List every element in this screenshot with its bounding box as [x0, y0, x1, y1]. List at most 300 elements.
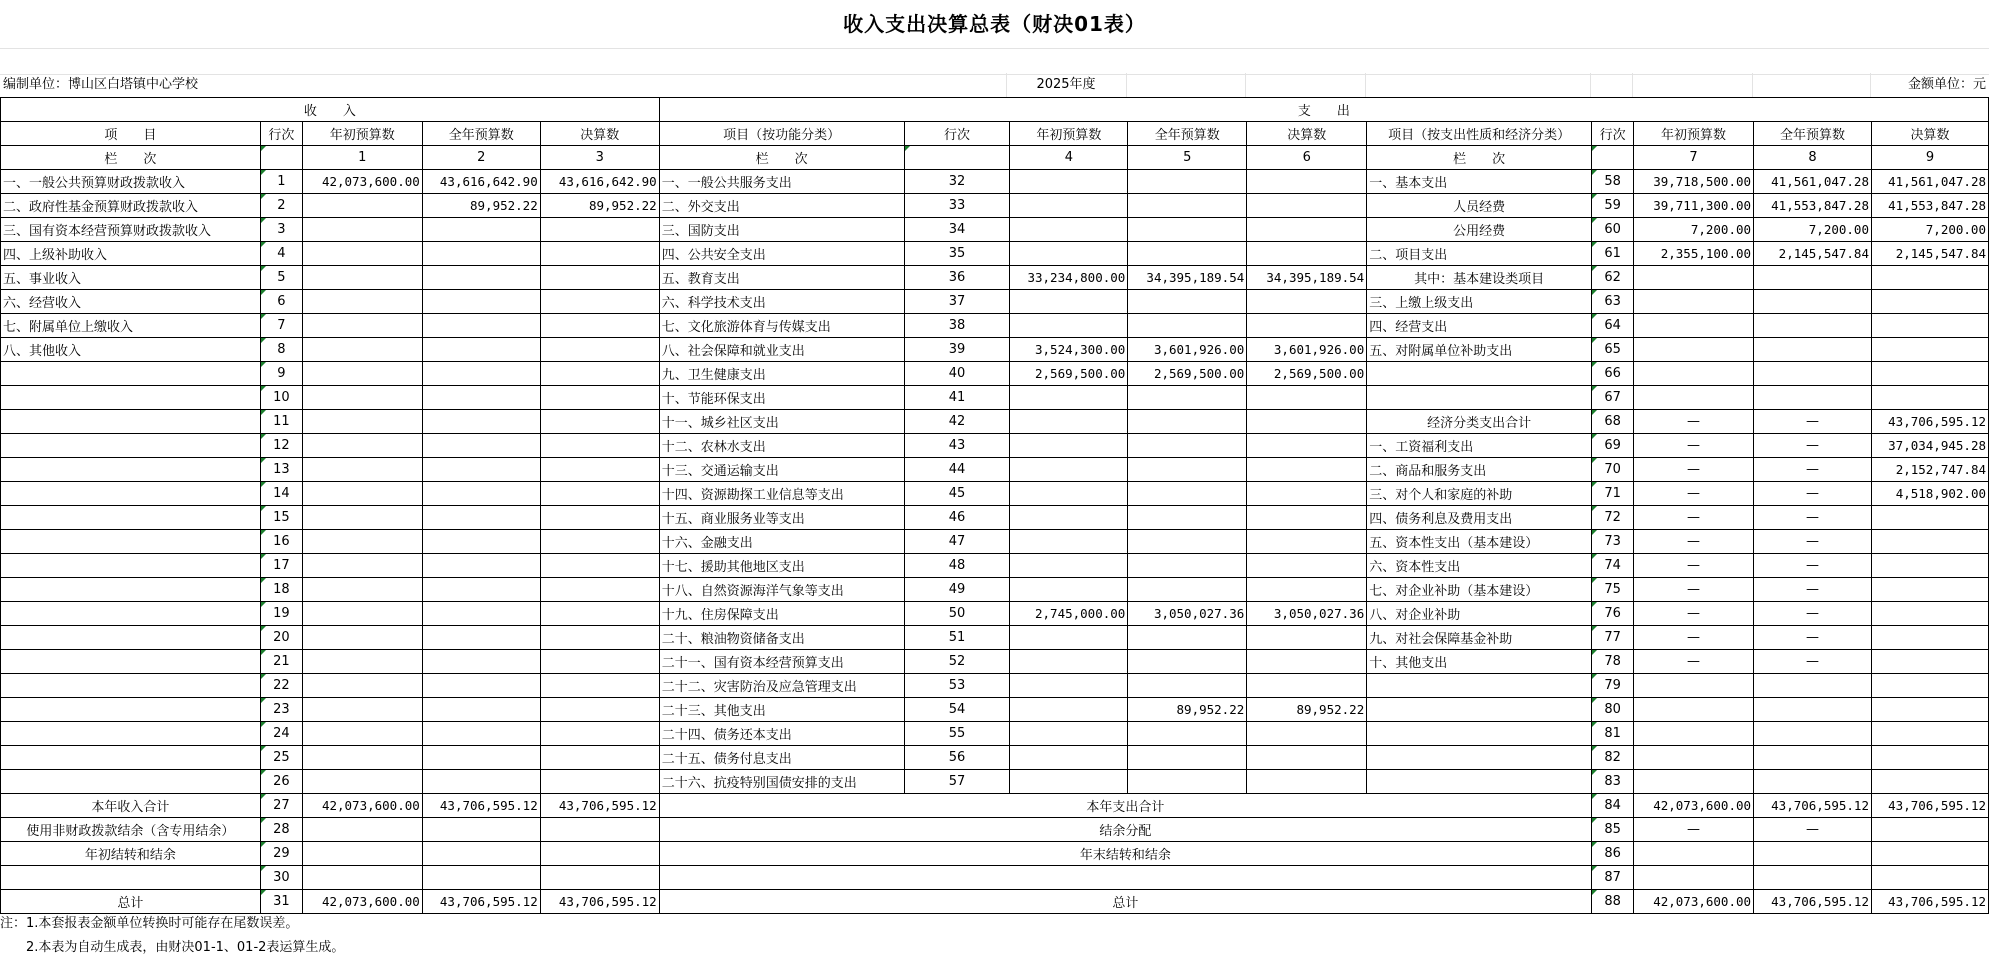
income-item-name: 八、其他收入: [1, 338, 261, 362]
expense-row-no: 87: [1592, 866, 1634, 890]
expense-initial-budget: [1634, 842, 1754, 866]
expense-initial-budget: [1634, 866, 1754, 890]
econ-final: 41,561,047.28: [1871, 170, 1988, 194]
econ-full-budget: [1754, 722, 1872, 746]
total-row: [1, 818, 1989, 842]
meta-divider: [1245, 73, 1246, 97]
income-initial-budget: [302, 338, 422, 362]
func-final: [1247, 770, 1367, 794]
income-row-no: 11: [260, 410, 302, 434]
func-final: [1247, 290, 1367, 314]
func-initial-budget: [1010, 434, 1128, 458]
income-item-name: 三、国有资本经营预算财政拨款收入: [1, 218, 261, 242]
income-initial-budget: [302, 698, 422, 722]
table-row: [1, 434, 1989, 458]
total-row: [1, 794, 1989, 818]
econ-final: [1871, 602, 1988, 626]
econ-item-name: 二、项目支出: [1367, 242, 1592, 266]
econ-row-no: 67: [1592, 386, 1634, 410]
econ-full-budget: —: [1754, 482, 1872, 506]
income-row-no: 10: [260, 386, 302, 410]
section-header-row: [1, 98, 1989, 122]
func-row-no: 48: [904, 554, 1010, 578]
table-row: [1, 458, 1989, 482]
econ-final: 41,553,847.28: [1871, 194, 1988, 218]
income-row-no: 22: [260, 674, 302, 698]
econ-initial-budget: —: [1634, 506, 1754, 530]
meta-divider: [1365, 73, 1366, 97]
econ-final: 2,145,547.84: [1871, 242, 1988, 266]
func-row-no: 52: [904, 650, 1010, 674]
econ-final: [1871, 290, 1988, 314]
func-initial-budget: [1010, 650, 1128, 674]
econ-row-no: 69: [1592, 434, 1634, 458]
table-row: [1, 554, 1989, 578]
income-item-name: [1, 602, 261, 626]
income-full-budget: [422, 434, 540, 458]
func-initial-budget: [1010, 314, 1128, 338]
income-item-name: [1, 434, 261, 458]
func-row-no: 49: [904, 578, 1010, 602]
econ-item-name: [1367, 674, 1592, 698]
econ-row-no: 74: [1592, 554, 1634, 578]
func-full-budget: [1128, 650, 1247, 674]
income-initial-budget: [302, 410, 422, 434]
func-item-name: 二十三、其他支出: [659, 698, 904, 722]
column-header-row: [1, 122, 1989, 146]
reporting-unit: 编制单位：博山区白塔镇中心学校: [3, 77, 199, 92]
econ-row-no: 66: [1592, 362, 1634, 386]
econ-item-name: [1367, 362, 1592, 386]
income-item-name: [1, 698, 261, 722]
econ-initial-budget: 39,711,300.00: [1634, 194, 1754, 218]
income-full-budget: [422, 770, 540, 794]
econ-final: [1871, 266, 1988, 290]
table-row: [1, 530, 1989, 554]
income-initial-budget: [302, 674, 422, 698]
income-initial-budget: [302, 482, 422, 506]
econ-final: 43,706,595.12: [1871, 410, 1988, 434]
income-item-name: [1, 770, 261, 794]
func-final: [1247, 458, 1367, 482]
income-full-budget: [422, 386, 540, 410]
func-initial-budget: [1010, 722, 1128, 746]
func-row-no: 54: [904, 698, 1010, 722]
income-full-budget: [422, 626, 540, 650]
table-row: [1, 386, 1989, 410]
func-row-no: 34: [904, 218, 1010, 242]
func-item-name: 七、文化旅游体育与传媒支出: [659, 314, 904, 338]
column-label: 栏 次: [1, 146, 261, 170]
income-initial-budget: [302, 242, 422, 266]
econ-final: [1871, 554, 1988, 578]
income-final: 43,616,642.90: [540, 170, 659, 194]
econ-initial-budget: 7,200.00: [1634, 218, 1754, 242]
econ-row-no: 64: [1592, 314, 1634, 338]
income-item-name: [1, 386, 261, 410]
func-row-no: 40: [904, 362, 1010, 386]
econ-item-name: 五、对附属单位补助支出: [1367, 338, 1592, 362]
income-initial-budget: [302, 530, 422, 554]
income-initial-budget: [302, 314, 422, 338]
econ-final: 2,152,747.84: [1871, 458, 1988, 482]
func-initial-budget: 2,569,500.00: [1010, 362, 1128, 386]
econ-full-budget: 7,200.00: [1754, 218, 1872, 242]
footnote: 注：1.本套报表金额单位转换时可能存在尾数误差。: [0, 916, 299, 931]
table-row: [1, 266, 1989, 290]
income-item-name: [1, 458, 261, 482]
table-row: [1, 290, 1989, 314]
func-final: [1247, 434, 1367, 458]
column-index: 3: [540, 146, 659, 170]
econ-initial-budget: —: [1634, 530, 1754, 554]
full-budget-header: 全年预算数: [1754, 122, 1872, 146]
income-final: [540, 530, 659, 554]
income-final: [540, 842, 659, 866]
income-full-budget: 89,952.22: [422, 194, 540, 218]
econ-full-budget: —: [1754, 650, 1872, 674]
income-final: [540, 410, 659, 434]
func-full-budget: 34,395,189.54: [1128, 266, 1247, 290]
econ-item-name: 人员经费: [1367, 194, 1592, 218]
func-initial-budget: [1010, 386, 1128, 410]
func-row-no: 39: [904, 338, 1010, 362]
econ-full-budget: —: [1754, 578, 1872, 602]
econ-full-budget: [1754, 698, 1872, 722]
econ-final: [1871, 578, 1988, 602]
income-row-no: 18: [260, 578, 302, 602]
income-item-name: [1, 578, 261, 602]
econ-initial-budget: [1634, 770, 1754, 794]
func-initial-budget: [1010, 506, 1128, 530]
func-final: [1247, 626, 1367, 650]
econ-full-budget: [1754, 290, 1872, 314]
expense-full-budget: 43,706,595.12: [1754, 890, 1872, 914]
econ-item-name: [1367, 722, 1592, 746]
income-initial-budget: [302, 266, 422, 290]
func-full-budget: [1128, 458, 1247, 482]
blank-row: [0, 48, 1989, 75]
func-full-budget: [1128, 746, 1247, 770]
income-full-budget: [422, 818, 540, 842]
econ-item-name: 四、经营支出: [1367, 314, 1592, 338]
income-item-name: [1, 362, 261, 386]
income-final: [540, 434, 659, 458]
income-row-no: 21: [260, 650, 302, 674]
income-row-no: 9: [260, 362, 302, 386]
func-initial-budget: [1010, 218, 1128, 242]
econ-initial-budget: —: [1634, 650, 1754, 674]
func-full-budget: [1128, 434, 1247, 458]
full-budget-header: 全年预算数: [422, 122, 540, 146]
func-initial-budget: [1010, 698, 1128, 722]
total-row: [1, 842, 1989, 866]
econ-initial-budget: 2,355,100.00: [1634, 242, 1754, 266]
income-row-no: 2: [260, 194, 302, 218]
income-initial-budget: [302, 290, 422, 314]
income-total-label: 总计: [1, 890, 261, 914]
income-row-no: 20: [260, 626, 302, 650]
expense-row-no: 88: [1592, 890, 1634, 914]
econ-item-name: [1367, 698, 1592, 722]
func-row-no: 32: [904, 170, 1010, 194]
income-expense-table: [0, 97, 1989, 914]
func-row-no: 35: [904, 242, 1010, 266]
column-index: 6: [1247, 146, 1367, 170]
func-item-name: 十二、农林水支出: [659, 434, 904, 458]
income-full-budget: [422, 338, 540, 362]
func-initial-budget: [1010, 170, 1128, 194]
income-row-no: 17: [260, 554, 302, 578]
func-final: [1247, 410, 1367, 434]
table-row: [1, 410, 1989, 434]
econ-item-name: 三、对个人和家庭的补助: [1367, 482, 1592, 506]
func-initial-budget: 3,524,300.00: [1010, 338, 1128, 362]
meta-divider: [1126, 73, 1127, 97]
func-row-no: 37: [904, 290, 1010, 314]
func-item-header: 项目（按功能分类）: [659, 122, 904, 146]
econ-row-no: 59: [1592, 194, 1634, 218]
income-row-no: 28: [260, 818, 302, 842]
income-final: [540, 338, 659, 362]
econ-full-budget: —: [1754, 410, 1872, 434]
income-initial-budget: [302, 458, 422, 482]
func-item-name: 十、节能环保支出: [659, 386, 904, 410]
econ-initial-budget: —: [1634, 434, 1754, 458]
expense-full-budget: —: [1754, 818, 1872, 842]
func-item-name: 六、科学技术支出: [659, 290, 904, 314]
func-item-name: 十三、交通运输支出: [659, 458, 904, 482]
econ-item-name: 经济分类支出合计: [1367, 410, 1592, 434]
func-item-name: 十四、资源勘探工业信息等支出: [659, 482, 904, 506]
econ-final: [1871, 386, 1988, 410]
func-initial-budget: 2,745,000.00: [1010, 602, 1128, 626]
income-final: [540, 314, 659, 338]
income-row-no: 4: [260, 242, 302, 266]
econ-initial-budget: [1634, 314, 1754, 338]
row-no-header: 行次: [904, 122, 1010, 146]
income-initial-budget: [302, 506, 422, 530]
income-final: [540, 602, 659, 626]
func-full-budget: 89,952.22: [1128, 698, 1247, 722]
income-full-budget: [422, 218, 540, 242]
func-initial-budget: [1010, 770, 1128, 794]
income-final: 89,952.22: [540, 194, 659, 218]
econ-item-name: 二、商品和服务支出: [1367, 458, 1592, 482]
func-final: [1247, 506, 1367, 530]
income-final: [540, 218, 659, 242]
econ-initial-budget: [1634, 362, 1754, 386]
econ-item-header: 项目（按支出性质和经济分类）: [1367, 122, 1592, 146]
econ-item-name: 一、基本支出: [1367, 170, 1592, 194]
econ-final: [1871, 674, 1988, 698]
row-no-header: 行次: [260, 122, 302, 146]
econ-final: [1871, 650, 1988, 674]
income-item-name: [1, 554, 261, 578]
income-full-budget: [422, 410, 540, 434]
econ-final: [1871, 314, 1988, 338]
econ-row-no: 68: [1592, 410, 1634, 434]
func-initial-budget: 33,234,800.00: [1010, 266, 1128, 290]
income-item-name: 七、附属单位上缴收入: [1, 314, 261, 338]
func-initial-budget: [1010, 410, 1128, 434]
income-item-name: [1, 746, 261, 770]
econ-row-no: 62: [1592, 266, 1634, 290]
econ-row-no: 72: [1592, 506, 1634, 530]
income-final: [540, 818, 659, 842]
income-initial-budget: [302, 434, 422, 458]
econ-final: [1871, 770, 1988, 794]
income-item-name: [1, 674, 261, 698]
table-row: [1, 602, 1989, 626]
func-final: 34,395,189.54: [1247, 266, 1367, 290]
income-total-label: 使用非财政拨款结余（含专用结余）: [1, 818, 261, 842]
income-row-no: 26: [260, 770, 302, 794]
econ-full-budget: —: [1754, 506, 1872, 530]
income-initial-budget: [302, 650, 422, 674]
final-header: 决算数: [540, 122, 659, 146]
econ-full-budget: —: [1754, 434, 1872, 458]
func-item-name: 十九、住房保障支出: [659, 602, 904, 626]
econ-row-no: 65: [1592, 338, 1634, 362]
func-full-budget: [1128, 578, 1247, 602]
footnotes: [0, 912, 344, 960]
currency-unit: 金额单位：元: [1907, 77, 1986, 92]
income-row-no: 6: [260, 290, 302, 314]
func-final: [1247, 218, 1367, 242]
econ-item-name: 公用经费: [1367, 218, 1592, 242]
func-final: [1247, 242, 1367, 266]
func-row-no: 42: [904, 410, 1010, 434]
income-item-name: [1, 506, 261, 530]
expense-row-no: 84: [1592, 794, 1634, 818]
func-full-budget: 2,569,500.00: [1128, 362, 1247, 386]
func-row-no: 36: [904, 266, 1010, 290]
income-initial-budget: 42,073,600.00: [302, 890, 422, 914]
table-row: [1, 626, 1989, 650]
func-row-no: 44: [904, 458, 1010, 482]
func-full-budget: [1128, 530, 1247, 554]
column-index: 7: [1634, 146, 1754, 170]
econ-final: 37,034,945.28: [1871, 434, 1988, 458]
column-index: 8: [1754, 146, 1872, 170]
expense-final: [1871, 866, 1988, 890]
table-row: [1, 578, 1989, 602]
econ-final: [1871, 722, 1988, 746]
econ-item-name: 五、资本性支出（基本建设）: [1367, 530, 1592, 554]
income-full-budget: [422, 674, 540, 698]
income-final: [540, 362, 659, 386]
expense-total-label: [659, 866, 1591, 890]
income-row-no: 7: [260, 314, 302, 338]
func-final: [1247, 578, 1367, 602]
econ-item-name: [1367, 770, 1592, 794]
func-final: 3,601,926.00: [1247, 338, 1367, 362]
func-final: [1247, 314, 1367, 338]
func-item-name: 二十六、抗疫特别国债安排的支出: [659, 770, 904, 794]
expense-initial-budget: 42,073,600.00: [1634, 890, 1754, 914]
income-final: [540, 746, 659, 770]
table-row: [1, 650, 1989, 674]
econ-item-name: 四、债务利息及费用支出: [1367, 506, 1592, 530]
func-initial-budget: [1010, 194, 1128, 218]
income-final: [540, 242, 659, 266]
column-index: 4: [1010, 146, 1128, 170]
func-initial-budget: [1010, 674, 1128, 698]
income-final: 43,706,595.12: [540, 890, 659, 914]
income-row-no: 16: [260, 530, 302, 554]
func-initial-budget: [1010, 626, 1128, 650]
func-final: [1247, 530, 1367, 554]
econ-row-no: 73: [1592, 530, 1634, 554]
func-initial-budget: [1010, 290, 1128, 314]
income-row-no: 5: [260, 266, 302, 290]
column-index-blank: [260, 146, 302, 170]
income-row-no: 25: [260, 746, 302, 770]
func-item-name: 十五、商业服务业等支出: [659, 506, 904, 530]
meta-divider: [1752, 73, 1753, 97]
column-index: 1: [302, 146, 422, 170]
table-row: [1, 314, 1989, 338]
econ-final: [1871, 338, 1988, 362]
func-row-no: 57: [904, 770, 1010, 794]
income-full-budget: [422, 554, 540, 578]
income-final: [540, 698, 659, 722]
meta-divider: [1870, 73, 1871, 97]
income-final: [540, 482, 659, 506]
income-row-no: 3: [260, 218, 302, 242]
table-row: [1, 746, 1989, 770]
econ-full-budget: [1754, 770, 1872, 794]
econ-final: [1871, 362, 1988, 386]
func-initial-budget: [1010, 242, 1128, 266]
func-item-name: 十一、城乡社区支出: [659, 410, 904, 434]
income-initial-budget: 42,073,600.00: [302, 794, 422, 818]
income-row-no: 14: [260, 482, 302, 506]
expense-total-label: 总计: [659, 890, 1591, 914]
income-full-budget: [422, 482, 540, 506]
econ-full-budget: [1754, 266, 1872, 290]
table-row: [1, 674, 1989, 698]
income-item-name: [1, 410, 261, 434]
income-full-budget: [422, 650, 540, 674]
income-final: [540, 722, 659, 746]
total-row: [1, 866, 1989, 890]
income-initial-budget: [302, 194, 422, 218]
income-initial-budget: [302, 866, 422, 890]
func-row-no: 51: [904, 626, 1010, 650]
income-item-name: 五、事业收入: [1, 266, 261, 290]
econ-full-budget: 2,145,547.84: [1754, 242, 1872, 266]
income-item-name: [1, 482, 261, 506]
econ-initial-budget: [1634, 722, 1754, 746]
income-full-budget: [422, 314, 540, 338]
expense-final: [1871, 818, 1988, 842]
func-full-budget: [1128, 554, 1247, 578]
expense-full-budget: [1754, 866, 1872, 890]
econ-full-budget: [1754, 362, 1872, 386]
func-full-budget: [1128, 290, 1247, 314]
income-total-label: 本年收入合计: [1, 794, 261, 818]
func-full-budget: [1128, 218, 1247, 242]
table-row: [1, 482, 1989, 506]
econ-item-name: 三、上缴上级支出: [1367, 290, 1592, 314]
income-item-header: 项 目: [1, 122, 261, 146]
initial-budget-header: 年初预算数: [302, 122, 422, 146]
econ-full-budget: —: [1754, 554, 1872, 578]
income-full-budget: [422, 602, 540, 626]
econ-final: [1871, 746, 1988, 770]
